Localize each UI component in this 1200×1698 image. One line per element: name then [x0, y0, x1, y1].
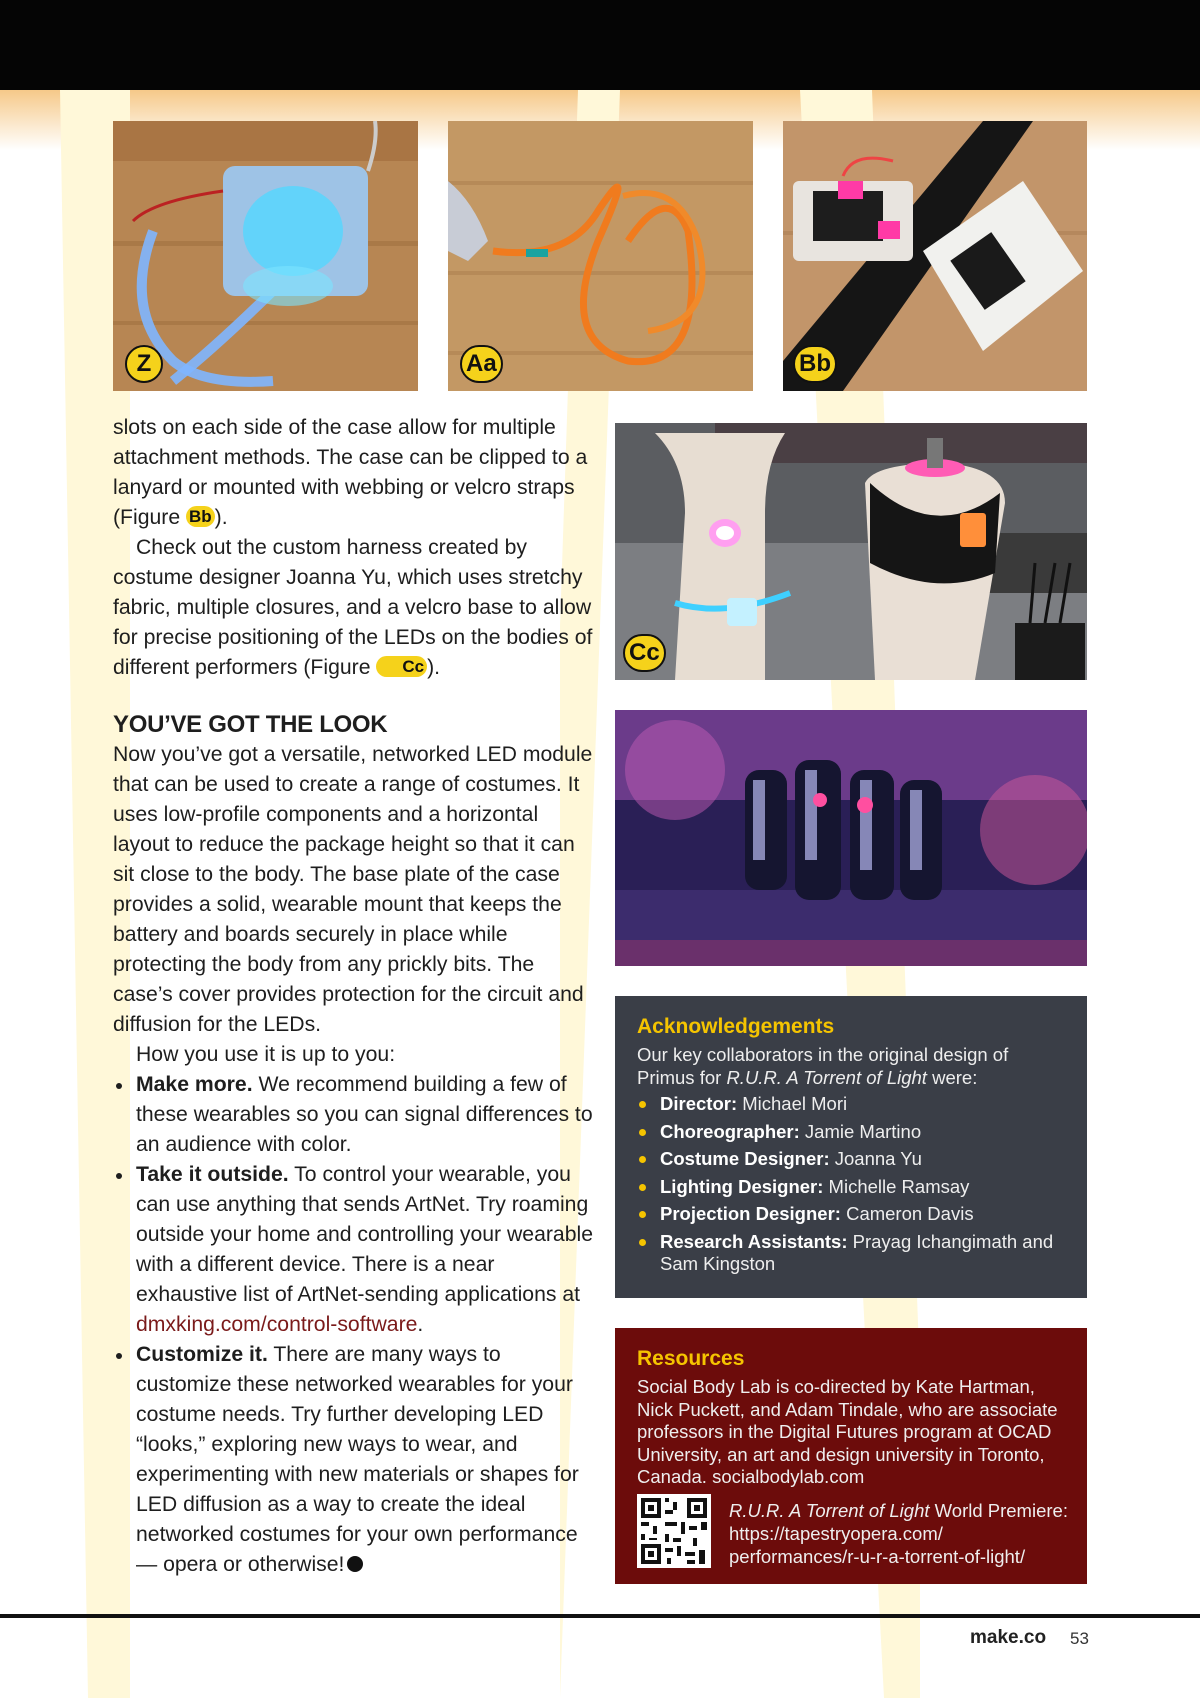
body-column: [113, 413, 593, 1580]
acknowledgements-title: Acknowledgements: [637, 1015, 835, 1038]
page-number: 53: [1070, 1629, 1089, 1648]
figure-z-photo: [113, 121, 418, 391]
list-item: Take it outside. To control your wearable, you can use anything that sends ArtNet. Try roaming outside your home and controlling your wearable with a different device. There is a near exhaustive list of ArtNet-sending applications at dmxking.com/control-software.: [113, 1160, 593, 1340]
list-item: Choreographer: Jamie Martino: [637, 1121, 1065, 1143]
list-item: Research Assistants: Prayag Ichangimath and Sam Kingston: [637, 1231, 1065, 1275]
list-item: Projection Designer: Cameron Davis: [637, 1203, 1065, 1225]
qr-code[interactable]: [637, 1494, 711, 1568]
resources-text: Social Body Lab is co-directed by Kate Hartman, Nick Puckett, and Adam Tindale, who are associate professors in the Digital Futures program at OCAD University, an art and design university in Toronto, Canada. socialbodylab.com: [637, 1376, 1058, 1487]
end-mark-icon: [347, 1556, 363, 1572]
figure-cc-photo: [615, 423, 1087, 680]
list-item: Lighting Designer: Michelle Ramsay: [637, 1176, 1065, 1198]
acknowledgements-box: [615, 996, 1087, 1298]
top-black-band: [0, 0, 1200, 90]
figure-badge-aa: Aa: [460, 345, 503, 383]
paragraph-1: slots on each side of the case allow for multiple attachment methods. The case can be clipped to a lanyard or mounted with webbing or velcro straps (Figure Bb ).: [113, 416, 588, 529]
figure-badge-bb: Bb: [793, 345, 837, 383]
resources-box: [615, 1328, 1087, 1584]
figure-aa-photo: [448, 121, 753, 391]
figure-bb-photo: [783, 121, 1087, 391]
resources-title: Resources: [637, 1347, 745, 1370]
footer-site[interactable]: make.co: [970, 1627, 1047, 1648]
paragraph-4: How you use it is up to you:: [136, 1043, 396, 1066]
list-item: Customize it. There are many ways to customize these networked wearables for your costume needs. Try further developing LED “looks,” exploring new ways to wear, and experimenting with new materials or shapes for LED diffusion as a way to create the ideal networked costumes for your own performance — opera or otherwise!: [113, 1340, 593, 1580]
qr-caption: R.U.R. A Torrent of Light World Premiere: https://tapestryopera.com/ performances/r-u-r-a-torrent-of-light/: [729, 1500, 1068, 1567]
figure-badge-cc: Cc: [623, 634, 666, 672]
paragraph-3: Now you’ve got a versatile, networked LED module that can be used to create a range of costumes. It uses low-profile components and a horizontal layout to reduce the package height so that it can sit close to the body. The base plate of the case provides a solid, wearable mount that keeps the battery and boards securely in place while protecting the body from any prickly bits. The case’s cover provides protection for the circuit and diffusion for the LEDs.: [113, 743, 593, 1036]
figure-badge-z: Z: [125, 345, 163, 383]
paragraph-2: Check out the custom harness created by costume designer Joanna Yu, which uses stretchy fabric, multiple closures, and a velcro base to allow for precise positioning of the LEDs on the bodies of different performers (Figure Cc ).: [113, 536, 593, 679]
performance-photo: [615, 710, 1087, 966]
tips-list: [113, 1070, 593, 1580]
footer-rule: [0, 1614, 1200, 1618]
list-item: Make more. We recommend building a few of these wearables so you can signal differences to an audience with color.: [113, 1070, 593, 1160]
section-heading: YOU’VE GOT THE LOOK: [113, 711, 388, 738]
credits-list: [637, 1093, 1065, 1275]
acknowledgements-intro: Our key collaborators in the original design of Primus for R.U.R. A Torrent of Light were:: [637, 1044, 1009, 1088]
list-item: Director: Michael Mori: [637, 1093, 1065, 1115]
list-item: Costume Designer: Joanna Yu: [637, 1148, 1065, 1170]
control-software-link[interactable]: dmxking.com/control-software: [136, 1313, 418, 1336]
figure-ref-bb: Bb: [186, 506, 215, 527]
figure-ref-cc: Cc: [376, 656, 427, 677]
